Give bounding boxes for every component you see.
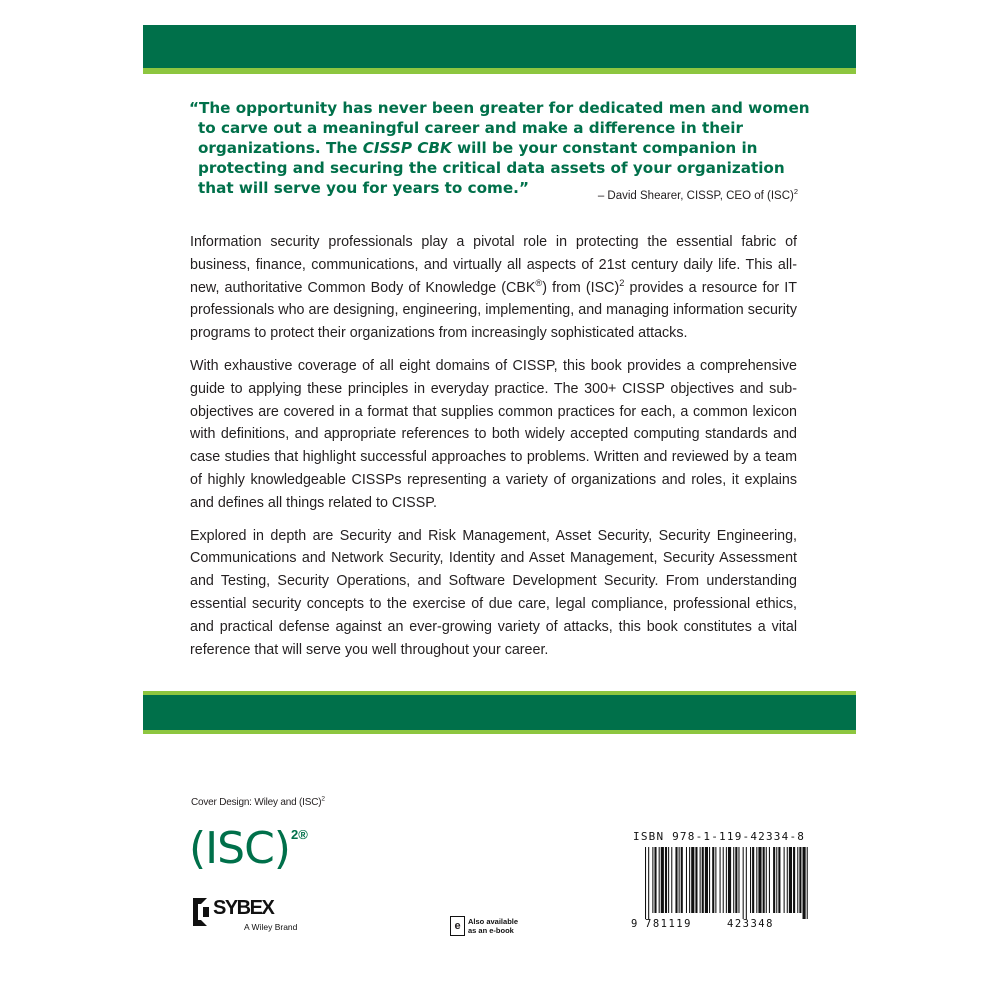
barcode-bar: [773, 847, 775, 913]
paragraph-1-part-b: ) from (ISC): [542, 279, 620, 296]
cover-credit-superscript: 2: [321, 795, 325, 803]
barcode-bar: [743, 847, 744, 919]
barcode-bar: [799, 847, 801, 913]
isc2-logo: [189, 823, 308, 875]
sybex-logo: [189, 893, 309, 937]
barcode-bar: [702, 847, 704, 913]
paragraph-1-part-c: provides a resource for IT professionals who are designing, engineering, implementing, and managing information security programs to protect their organizations from increasingly sophisticated attacks.: [190, 279, 797, 342]
barcode-bar: [715, 847, 716, 913]
barcode-bar: [807, 847, 808, 919]
barcode-digits-right: 423348: [727, 918, 774, 930]
barcode-bar: [803, 847, 806, 919]
attribution-superscript: 2: [793, 187, 798, 197]
barcode-bar: [797, 847, 798, 913]
barcode-bar: [784, 847, 785, 913]
barcode-bar: [769, 847, 770, 913]
description-body: [190, 231, 797, 671]
barcode-digits: [631, 918, 809, 930]
barcode-bar: [752, 847, 754, 913]
barcode-bar: [686, 847, 687, 913]
barcode-bar: [746, 847, 747, 919]
barcode-bar: [709, 847, 710, 913]
barcode-bar: [756, 847, 757, 913]
barcode-bar: [712, 847, 714, 913]
ebook-availability: [450, 915, 518, 937]
quote-text-end: will be your constant companion in protecting and securing the critical data assets of your organization that will serve you for years to come.”: [198, 139, 785, 197]
quote-attribution: [597, 187, 798, 202]
barcode-bar: [652, 847, 653, 913]
isbn-number: ISBN 978-1-119-42334-8: [633, 830, 806, 843]
cover-credit-text: Cover Design: Wiley and (ISC): [191, 797, 322, 808]
barcode-bar: [659, 847, 660, 913]
barcode-bar: [726, 847, 727, 913]
barcode-bar: [665, 847, 667, 913]
barcode-bar: [681, 847, 683, 913]
isc2-logo-text: (ISC): [189, 823, 290, 874]
barcode-bar: [763, 847, 765, 913]
barcode-bar: [668, 847, 669, 913]
barcode-bar: [758, 847, 761, 913]
barcode-digit-prefix: 9: [631, 918, 638, 930]
barcode-digits-left: 781119: [645, 918, 692, 930]
ebook-icon-letter: e: [454, 920, 461, 932]
paragraph-1-superscript: 2: [619, 277, 625, 288]
isc2-logo-superscript: 2®: [290, 827, 308, 842]
top-green-band: [143, 25, 856, 74]
barcode-bar: [766, 847, 767, 913]
barcode-bar: [720, 847, 721, 913]
barcode-bar: [645, 847, 646, 919]
barcode-bar: [695, 847, 697, 913]
back-cover: [143, 25, 856, 990]
barcode-bar: [776, 847, 777, 913]
barcode-bar: [738, 847, 739, 913]
quote-text-start: “The opportunity has never been greater for dedicated men and women to carve out a meaningful career and make a difference in their organizations. The: [189, 99, 810, 157]
barcode-bar: [671, 847, 672, 913]
barcode-bar: [789, 847, 792, 913]
barcode-bar: [691, 847, 694, 913]
ebook-note: [468, 917, 518, 935]
ebook-icon: [450, 916, 465, 936]
sybex-wordmark: SYBEX: [213, 897, 274, 919]
barcode-bar: [793, 847, 795, 913]
barcode-bar: [689, 847, 690, 913]
barcode-bar: [750, 847, 751, 913]
barcode-bar: [787, 847, 788, 913]
barcode-bar: [723, 847, 724, 913]
barcode-bar: [648, 847, 649, 919]
paragraph-1-part-a: Information security professionals play a pivotal role in protecting the essential fabric of business, finance, communications, and virtually all aspects of 21st century daily life. This all-new, authoritative Common Body of Knowledge (CBK: [190, 234, 797, 296]
barcode-bar: [661, 847, 664, 913]
barcode-bar: [735, 847, 737, 913]
attribution-text: – David Shearer, CISSP, CEO of (ISC): [597, 190, 794, 202]
endorsement-quote: [189, 98, 810, 198]
bottom-green-band: [143, 691, 856, 734]
sybex-tagline: A Wiley Brand: [244, 922, 298, 932]
barcode-bar: [700, 847, 701, 913]
barcode-bar: [778, 847, 780, 913]
quote-italic-title: CISSP CBK: [362, 139, 452, 157]
isbn-barcode: [631, 830, 811, 940]
barcode-bar: [728, 847, 731, 913]
registered-mark: ®: [535, 277, 543, 288]
barcode-bar: [679, 847, 680, 913]
description-paragraph-1: [190, 231, 797, 345]
description-paragraph-2: With exhaustive coverage of all eight domains of CISSP, this book provides a comprehensive guide to applying these principles in everyday practice. The 300+ CISSP objectives and sub-objectives are covered in a format that supplies common practices for each, a common lexicon with definitions, and appropriate references to both widely accepted computing standards and case studies that highlight successful approaches to problems. Written and reviewed by a team of highly knowledgeable CISSPs representing a variety of organizations and roles, it explains and defines all things related to CISSP.: [190, 357, 797, 511]
ebook-note-line-1: Also available: [468, 917, 519, 926]
barcode-bar: [705, 847, 708, 913]
ebook-note-line-2: as an e-book: [468, 926, 514, 935]
barcode-bar: [675, 847, 677, 913]
barcode-bar: [733, 847, 734, 913]
description-paragraph-3: Explored in depth are Security and Risk Management, Asset Security, Security Engineering, Communications and Network Security, Identity and Asset Management, Security Assessment and Testing, Security Operations, and Software Development Security. From understanding essential security concepts to the exercise of due care, legal compliance, professional ethics, and practical defense against an ever-growing variety of attacks, this book constitutes a vital reference that will serve you well throughout your career.: [190, 527, 797, 658]
cover-design-credit: [191, 797, 325, 808]
barcode-bar: [654, 847, 656, 913]
barcode-icon: [631, 847, 809, 919]
